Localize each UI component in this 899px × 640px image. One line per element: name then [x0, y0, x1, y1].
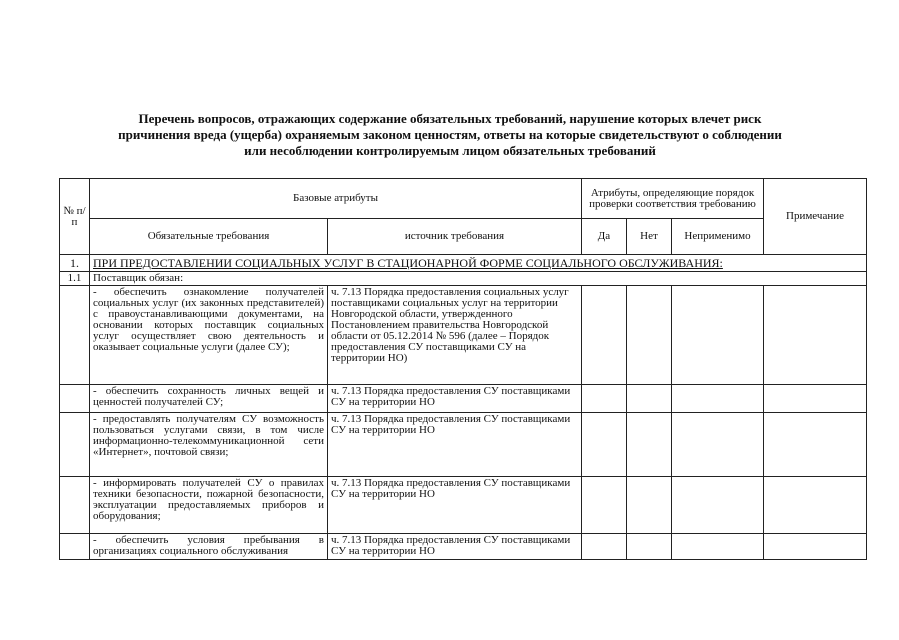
source-cell: ч. 7.13 Порядка предоставления социальных услуг поставщиками социальных услуг на территории Новгородской области, утвержденного Постановлением правительства Новгородской области от 05.12.2014 № 596 (далее – Порядок предоставления СУ поставщиками СУ на территории НО): [328, 286, 582, 385]
no-cell[interactable]: [627, 385, 672, 413]
row-num-cell: [60, 534, 90, 560]
header-num: № п/ п: [60, 179, 90, 255]
na-cell[interactable]: [672, 286, 764, 385]
document-title: [60, 111, 840, 159]
title-line-1: Перечень вопросов, отражающих содержание обязательных требований, нарушение которых влечет риск: [138, 111, 762, 126]
section-row: [60, 255, 867, 272]
requirement-cell: - обеспечить условия пребывания в организациях социального обслуживания: [90, 534, 328, 560]
no-cell[interactable]: [627, 534, 672, 560]
requirement-cell: - предоставлять получателям СУ возможность пользоваться услугами связи, в том числе информационно-телекоммуникационной сети «Интернет», почтовой связи;: [90, 413, 328, 477]
row-num-cell: [60, 413, 90, 477]
row-num-cell: [60, 286, 90, 385]
header-yes: Да: [582, 219, 627, 255]
no-cell[interactable]: [627, 477, 672, 534]
source-cell: ч. 7.13 Порядка предоставления СУ поставщиками СУ на территории НО: [328, 413, 582, 477]
header-row-1: [60, 179, 867, 219]
yes-cell[interactable]: [582, 477, 627, 534]
na-cell[interactable]: [672, 534, 764, 560]
note-cell[interactable]: [764, 385, 867, 413]
header-requirements: Обязательные требования: [90, 219, 328, 255]
yes-cell[interactable]: [582, 413, 627, 477]
requirement-cell: - обеспечить сохранность личных вещей и ценностей получателей СУ;: [90, 385, 328, 413]
header-check-attrs: Атрибуты, определяющие порядок проверки соответствия требованию: [582, 179, 764, 219]
subsection-row: [60, 272, 867, 286]
header-source: источник требования: [328, 219, 582, 255]
source-cell: ч. 7.13 Порядка предоставления СУ поставщиками СУ на территории НО: [328, 534, 582, 560]
subsection-title: Поставщик обязан:: [90, 272, 867, 286]
header-base-attrs: Базовые атрибуты: [90, 179, 582, 219]
yes-cell[interactable]: [582, 385, 627, 413]
note-cell[interactable]: [764, 534, 867, 560]
source-cell: ч. 7.13 Порядка предоставления СУ поставщиками СУ на территории НО: [328, 477, 582, 534]
table-row: [60, 534, 867, 560]
yes-cell[interactable]: [582, 534, 627, 560]
section-title: ПРИ ПРЕДОСТАВЛЕНИИ СОЦИАЛЬНЫХ УСЛУГ В СТАЦИОНАРНОЙ ФОРМЕ СОЦИАЛЬНОГО ОБСЛУЖИВАНИЯ:: [90, 255, 867, 272]
requirements-table: [59, 178, 867, 560]
row-num-cell: [60, 385, 90, 413]
na-cell[interactable]: [672, 385, 764, 413]
note-cell[interactable]: [764, 286, 867, 385]
header-row-2: [60, 219, 867, 255]
subsection-num: 1.1: [60, 272, 90, 286]
source-cell: ч. 7.13 Порядка предоставления СУ поставщиками СУ на территории НО: [328, 385, 582, 413]
title-line-3: или несоблюдении контролируемым лицом обязательных требований: [244, 143, 656, 158]
note-cell[interactable]: [764, 477, 867, 534]
header-na: Неприменимо: [672, 219, 764, 255]
na-cell[interactable]: [672, 477, 764, 534]
no-cell[interactable]: [627, 413, 672, 477]
header-no: Нет: [627, 219, 672, 255]
table-row: [60, 477, 867, 534]
table-row: [60, 286, 867, 385]
header-note: Примечание: [764, 179, 867, 255]
requirement-cell: - информировать получателей СУ о правилах техники безопасности, пожарной безопасности, эксплуатации предоставляемых приборов и оборудования;: [90, 477, 328, 534]
table-row: [60, 413, 867, 477]
table-row: [60, 385, 867, 413]
section-num: 1.: [60, 255, 90, 272]
na-cell[interactable]: [672, 413, 764, 477]
note-cell[interactable]: [764, 413, 867, 477]
title-line-2: причинения вреда (ущерба) охраняемым законом ценностям, ответы на которые свидетельствуют о соблюдении: [118, 127, 782, 142]
yes-cell[interactable]: [582, 286, 627, 385]
row-num-cell: [60, 477, 90, 534]
requirement-cell: - обеспечить ознакомление получателей социальных услуг (их законных представителей) с правоустанавливающими документами, на основании которых поставщик социальных услуг осуществляет свою деятельность и оказывает социальные услуги (далее СУ);: [90, 286, 328, 385]
no-cell[interactable]: [627, 286, 672, 385]
